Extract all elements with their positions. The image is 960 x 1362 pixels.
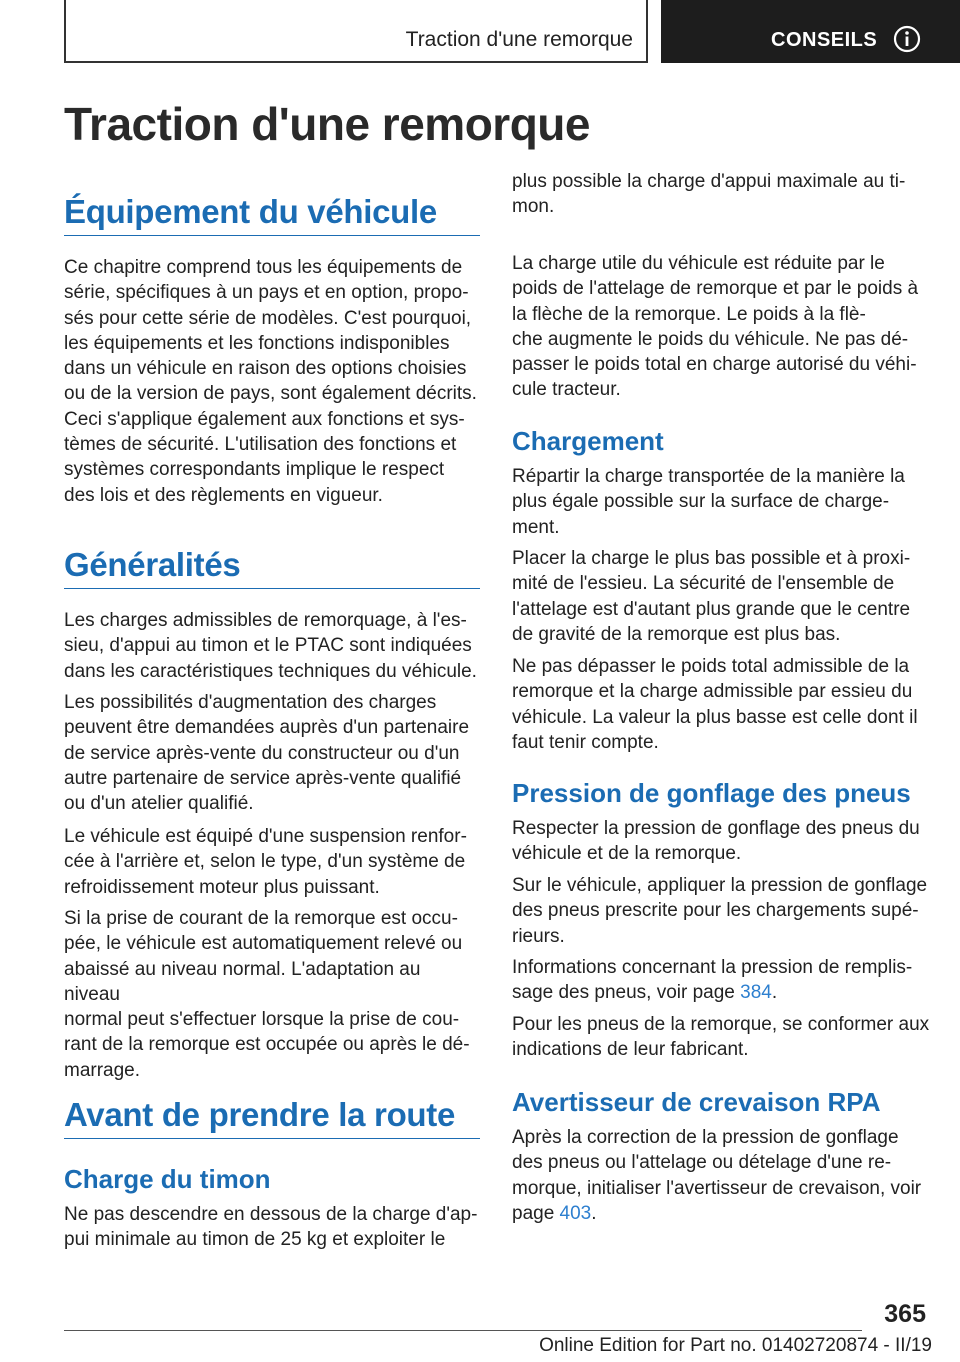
paragraph-chargement-3: Ne pas dépasser le poids total admissible de la remorque et la charge admissible par essieu du véhicule. La valeur la plus basse est celle dont il faut tenir compte.	[512, 656, 918, 753]
heading-pression-gonflage: Pression de gonflage des pneus	[512, 778, 911, 808]
paragraph-chargement-2: Placer la charge le plus bas possible et à proxi- mité de l'essieu. La sécurité de l'ensemble de l'attelage est d'autant plus grande que le centre de gravité de la remorque est plus bas.	[512, 548, 911, 645]
paragraph-pression-2: Sur le véhicule, appliquer la pression de gonflage des pneus prescrite pour les chargements supé- rieurs.	[512, 875, 928, 947]
heading-rule	[64, 1138, 480, 1139]
paragraph-generalites-1: Les charges admissibles de remorquage, à l'es- sieu, d'appui au timon et le PTAC sont indiquées dans les caractéristiques techniques du véhicule.	[64, 610, 477, 682]
heading-rule	[64, 235, 480, 236]
paragraph-pression-3: Informations concernant la pression de remplis- sage des pneus, voir page 384.	[512, 957, 913, 1004]
paragraph-chargement-1: Répartir la charge transportée de la manière la plus égale possible sur la surface de charge- ment.	[512, 466, 905, 538]
header-section-box	[64, 0, 648, 63]
paragraph-generalites-2: Les possibilités d'augmentation des charges peuvent être demandées auprès d'un partenaire de service après-vente du constructeur ou d'un autre partenaire de service après-vente qualifié ou d'un atelier qualifié.	[64, 692, 470, 815]
page-number: 365	[884, 1300, 926, 1328]
paragraph-pression-4: Pour les pneus de la remorque, se conformer aux indications de leur fabricant.	[512, 1014, 930, 1061]
paragraph-avertisseur-rpa: Après la correction de la pression de gonflage des pneus ou l'attelage ou dételage d'une re- morque, initialiser l'avertisseur de crevaison, voir page 403.	[512, 1127, 922, 1224]
header-section-title: Traction d'une remorque	[405, 28, 633, 51]
page-title: Traction d'une remorque	[64, 98, 590, 150]
footer-edition: Online Edition for Part no. 01402720874 - II/19	[539, 1335, 932, 1356]
paragraph-generalites-3: Le véhicule est équipé d'une suspension renfor- cée à l'arrière et, selon le type, d'un système de refroidissement moteur plus puissant.	[64, 826, 467, 898]
info-icon	[893, 25, 921, 53]
footer-rule	[64, 1330, 862, 1331]
paragraph-charge-timon: Ne pas descendre en dessous de la charge d'ap- pui minimale au timon de 25 kg et exploiter le	[64, 1204, 478, 1251]
header-tab-box	[661, 0, 960, 63]
heading-rule	[64, 588, 480, 589]
heading-generalites: Généralités	[64, 546, 241, 583]
paragraph-charge-utile: La charge utile du véhicule est réduite par le poids de l'attelage de remorque et par le poids à la flèche de la remorque. Le poids à la flè- che augmente le poids du véhicule. Ne pas dé- passer le poids total en charge autorisé du véhi- cule tracteur.	[512, 253, 919, 401]
page-ref-link[interactable]: 384	[740, 982, 772, 1004]
page-ref-link[interactable]: 403	[559, 1202, 592, 1224]
heading-charge-timon: Charge du timon	[64, 1164, 271, 1194]
heading-equipement: Équipement du véhicule	[64, 193, 437, 230]
heading-chargement: Chargement	[512, 426, 664, 456]
heading-avant-route: Avant de prendre la route	[64, 1096, 456, 1133]
paragraph-pression-1: Respecter la pression de gonflage des pneus du véhicule et de la remorque.	[512, 818, 920, 865]
heading-avertisseur-rpa: Avertisseur de crevaison RPA	[512, 1087, 881, 1117]
paragraph-generalites-4: Si la prise de courant de la remorque est occu- pée, le véhicule est automatiquement relevé ou abaissé au niveau normal. L'adaptation au niveau normal peut s'effectuer lorsque la prise de cou- rant de la remorque est occupée ou après le dé- marrage.	[64, 908, 470, 1081]
paragraph-equipement: Ce chapitre comprend tous les équipements de série, spécifiques à un pays et en option, propo- sés pour cette série de modèles. C'est pourquoi, les équipements et les fonctions indisponibles dans un véhicule en raison des options choisies ou de la version de pays, sont également décrits. Ceci s'applique également aux fonctions et sys- tèmes de sécurité. L'utilisation des fonctions et systèmes correspondants implique le respect des lois et des règlements en vigueur.	[64, 257, 477, 506]
header-tab-label: CONSEILS	[771, 29, 878, 51]
paragraph-charge-timon-cont: plus possible la charge d'appui maximale au ti- mon.	[512, 171, 906, 218]
